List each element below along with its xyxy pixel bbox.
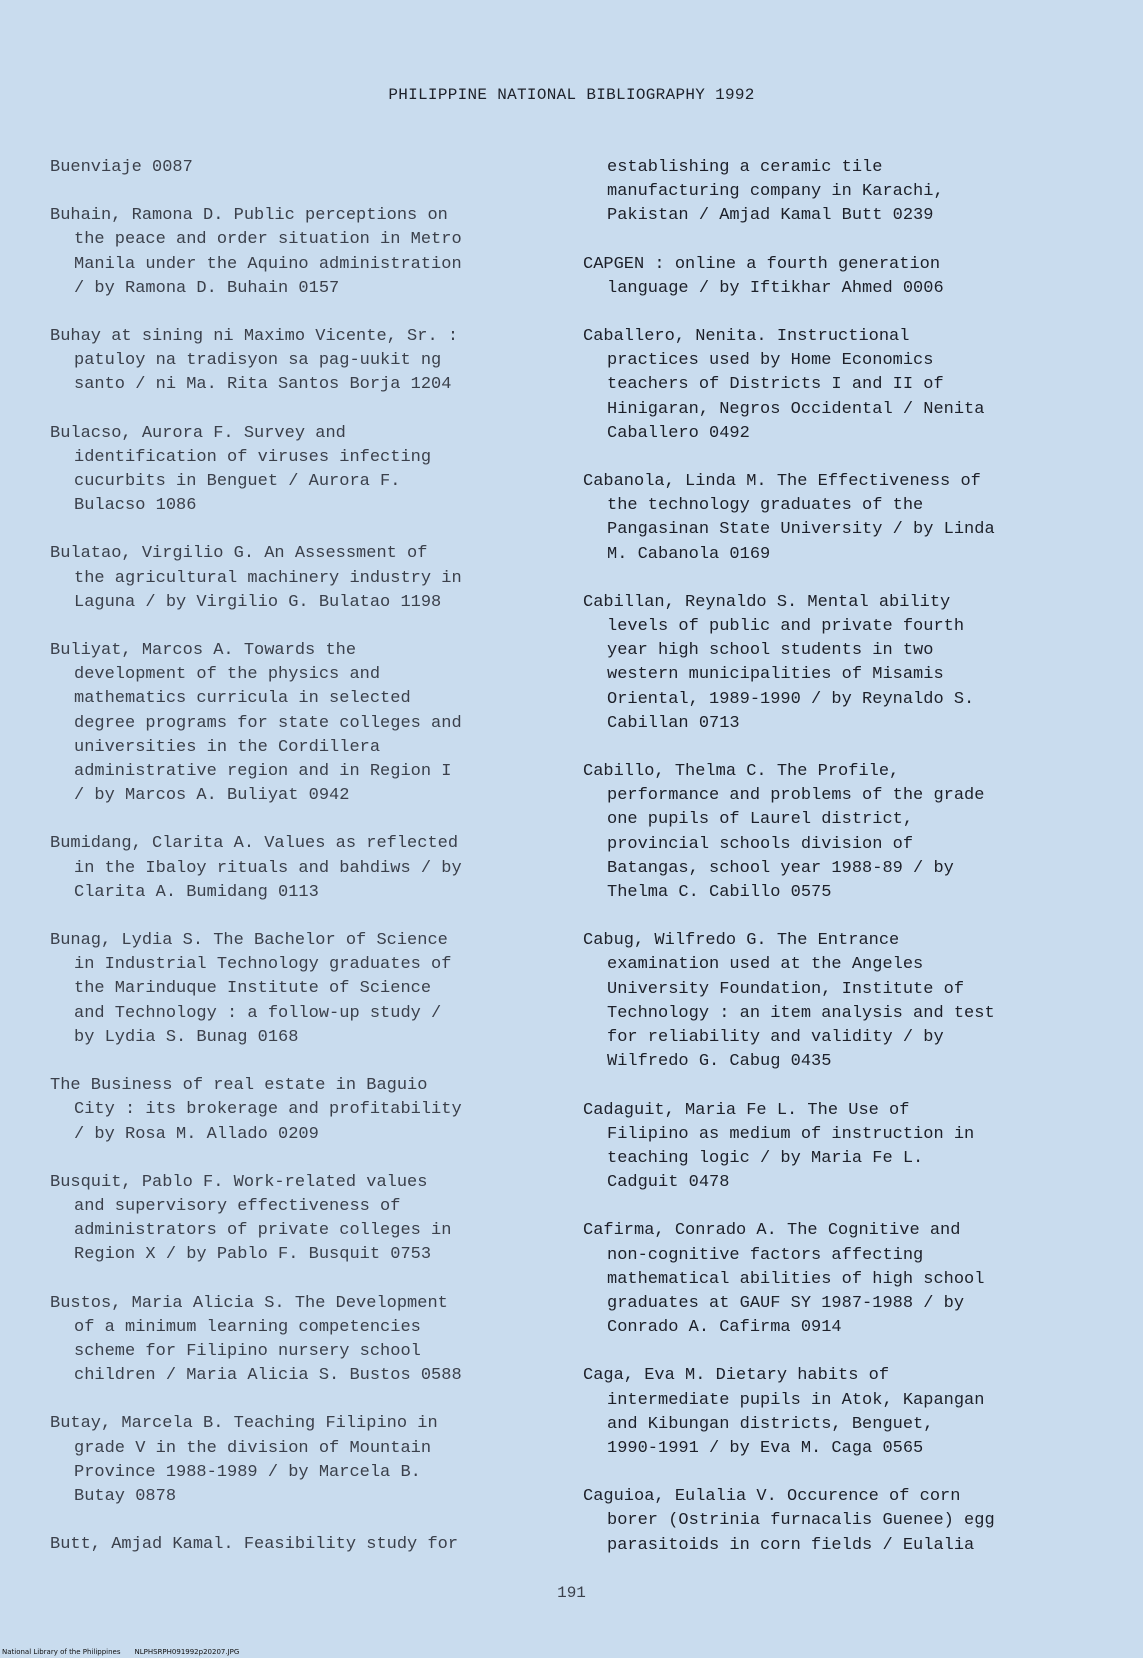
bibliography-entry: Cabanola, Linda M. The Effectiveness of the technology graduates of the Pangasinan State University / by Linda M. Cabanola 0169	[583, 472, 995, 564]
bibliography-entry: Cadaguit, Maria Fe L. The Use of Filipino as medium of instruction in teaching logic / by Maria Fe L. Cadguit 0478	[583, 1100, 975, 1193]
bibliography-entry: CAPGEN : online a fourth generation language / by Iftikhar Ahmed 0006	[583, 254, 944, 298]
footer-library: National Library of the Philippines	[2, 1648, 121, 1656]
bibliography-entry: Cafirma, Conrado A. The Cognitive and non-cognitive factors affecting mathematical abilities of high school graduates at GAUF SY 1987-1988 / by Conrado A. Cafirma 0914	[583, 1221, 985, 1338]
bibliography-entry: establishing a ceramic tile manufacturing company in Karachi, Pakistan / Amjad Kamal Butt 0239	[607, 158, 944, 226]
bibliography-entry: Bulatao, Virgilio G. An Assessment of the agricultural machinery industry in Laguna / by Virgilio G. Bulatao 1198	[50, 544, 462, 612]
bibliography-entry: Cabillan, Reynaldo S. Mental ability levels of public and private fourth year high school students in two western municipalities of Misamis Oriental, 1989-1990 / by Reynaldo S. Cabillan 0713	[583, 592, 975, 733]
bibliography-entry: Bumidang, Clarita A. Values as reflected in the Ibaloy rituals and bahdiws / by Clarita A. Bumidang 0113	[50, 834, 462, 902]
footer-filename: NLPHSRPH091992p20207.JPG	[134, 1648, 240, 1656]
bibliography-entry: The Business of real estate in Baguio City : its brokerage and profitability / by Rosa M. Allado 0209	[50, 1076, 462, 1144]
bibliography-entry: Caga, Eva M. Dietary habits of intermediate pupils in Atok, Kapangan and Kibungan districts, Benguet, 1990-1991 / by Eva M. Caga 0565	[583, 1366, 985, 1458]
page-header: PHILIPPINE NATIONAL BIBLIOGRAPHY 1992	[388, 86, 755, 104]
bibliography-entry: Cabillo, Thelma C. The Profile, performance and problems of the grade one pupils of Laurel district, provincial schools division of Batangas, school year 1988-89 / by Thelma C. Cabillo 0575	[583, 762, 985, 903]
bibliography-entry: Buhain, Ramona D. Public perceptions on the peace and order situation in Metro Manila under the Aquino administration / by Ramona D. Buhain 0157	[50, 206, 462, 298]
bibliography-entry: Butay, Marcela B. Teaching Filipino in grade V in the division of Mountain Province 1988-1989 / by Marcela B. Butay 0878	[50, 1414, 438, 1506]
bibliography-entry: Caballero, Nenita. Instructional practices used by Home Economics teachers of Districts I and II of Hinigaran, Negros Occidental / Nenita Caballero 0492	[583, 327, 985, 443]
bibliography-entry: Buliyat, Marcos A. Towards the development of the physics and mathematics curricula in selected degree programs for state colleges and universities in the Cordillera administrative region and in Region I / by Marcos A. Buliyat 0942	[50, 641, 462, 806]
bibliography-entry: Bustos, Maria Alicia S. The Development of a minimum learning competencies scheme for Filipino nursery school children / Maria Alicia S. Bustos 0588	[50, 1293, 462, 1386]
page-number: 191	[557, 1584, 586, 1602]
scan-footer	[2, 1648, 239, 1656]
bibliography-entry: Cabug, Wilfredo G. The Entrance examination used at the Angeles University Foundation, Institute of Technology : an item analysis and test for reliability and validity / by Wilfredo G. Cabug 0435	[583, 931, 995, 1072]
bibliography-entry: Bulacso, Aurora F. Survey and identification of viruses infecting cucurbits in Benguet / Aurora F. Bulacso 1086	[50, 423, 432, 516]
bibliography-entry: Bunag, Lydia S. The Bachelor of Science in Industrial Technology graduates of the Marinduque Institute of Science and Technology : a follow-up study / by Lydia S. Bunag 0168	[50, 931, 452, 1047]
left-column	[50, 156, 560, 1557]
bibliography-entry: Busquit, Pablo F. Work-related values and supervisory effectiveness of administrators of private colleges in Region X / by Pablo F. Busquit 0753	[50, 1172, 452, 1265]
right-column	[583, 156, 1093, 1558]
bibliography-entry: Buenviaje 0087	[50, 158, 193, 177]
bibliography-entry: Buhay at sining ni Maximo Vicente, Sr. : patuloy na tradisyon sa pag-uukit ng santo / ni Ma. Rita Santos Borja 1204	[50, 327, 459, 395]
bibliography-entry: Butt, Amjad Kamal. Feasibility study for	[50, 1535, 459, 1555]
bibliography-entry: Caguioa, Eulalia V. Occurence of corn borer (Ostrinia furnacalis Guenee) egg parasitoids in corn fields / Eulalia	[583, 1487, 995, 1555]
